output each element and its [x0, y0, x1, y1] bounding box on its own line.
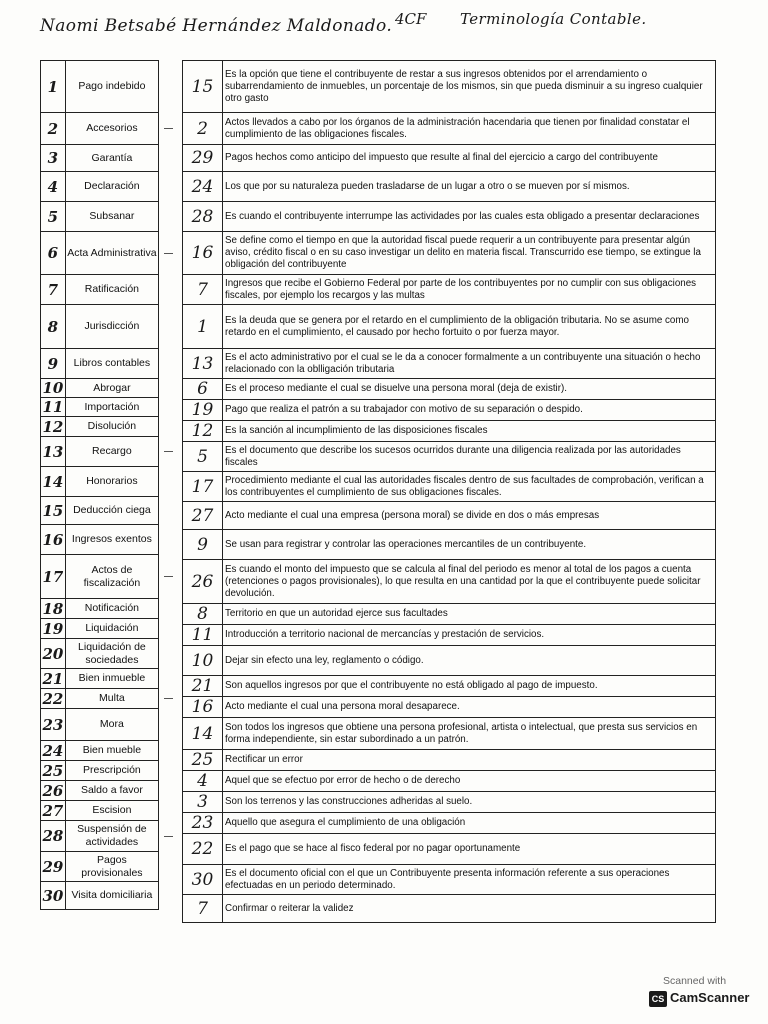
term-label: Honorarios: [65, 467, 158, 497]
term-number: 14: [41, 467, 66, 497]
answer-number: 4: [183, 771, 223, 792]
term-row: [41, 801, 159, 821]
term-label: Liquidación: [65, 619, 158, 639]
definition-row: [183, 202, 716, 232]
term-row: [41, 349, 159, 379]
term-row: [41, 497, 159, 525]
term-number: 15: [41, 497, 66, 525]
answer-number: 7: [183, 275, 223, 305]
definition-text: Territorio en que un autoridad ejerce sus facultades: [223, 604, 716, 625]
definition-text: Es el documento oficial con el que un Contribuyente presenta información referente a sus operaciones efectuadas en un periodo determinado.: [223, 865, 716, 895]
term-number: 26: [42, 781, 64, 800]
definition-row: [183, 560, 716, 604]
definition-row: [183, 472, 716, 502]
definition-row: [183, 750, 716, 771]
definition-text: Dejar sin efecto una ley, reglamento o código.: [223, 646, 716, 676]
definition-row: [183, 305, 716, 349]
term-number: 29: [41, 852, 66, 882]
definition-text: Acto mediante el cual una empresa (persona moral) se divide en dos o más empresas: [223, 502, 716, 530]
term-row: [41, 882, 159, 910]
term-row: [41, 379, 159, 398]
term-label: Ingresos exentos: [65, 525, 158, 555]
definition-text: Es la opción que tiene el contribuyente de restar a sus ingresos obtenidos por el arrendamiento o subarrendamiento de inmuebles, un porcentaje de los mismos, sin que pueda disminuir a su ingreso cualquier otro gasto: [223, 61, 716, 113]
term-number: 8: [41, 305, 66, 349]
definition-row: [183, 275, 716, 305]
definition-text: Es la deuda que se genera por el retardo en el cumplimiento de la obligación tributaria. No se asume como retardo en el cumplimiento, el causado por hecho fortuito o por fuerza mayor.: [223, 305, 716, 349]
terms-table: [40, 60, 159, 910]
term-label: Disolución: [65, 417, 158, 437]
dash-mark: [164, 253, 173, 254]
term-label: Pagos provisionales: [65, 852, 158, 882]
answer-number: 9: [183, 530, 223, 560]
term-row: [41, 437, 159, 467]
definition-row: [183, 834, 716, 865]
term-label: Pago indebido: [65, 61, 158, 113]
term-row: [41, 305, 159, 349]
term-row: [41, 709, 159, 741]
definition-row: [183, 718, 716, 750]
definition-text: Pago que realiza el patrón a su trabajador con motivo de su separación o despido.: [223, 400, 716, 421]
term-row: [41, 619, 159, 639]
definition-row: [183, 604, 716, 625]
answer-number: 21: [183, 676, 223, 697]
term-label: Importación: [65, 398, 158, 417]
definition-text: Es cuando el contribuyente interrumpe las actividades por las cuales esta obligado a presentar declaraciones: [223, 202, 716, 232]
term-label: Libros contables: [65, 349, 158, 379]
term-number: 16: [41, 525, 66, 555]
term-row: [41, 202, 159, 232]
definition-row: [183, 625, 716, 646]
definition-text: Es el documento que describe los sucesos ocurridos durante una diligencia realizada por las autoridades fiscales: [223, 442, 716, 472]
answer-number: 29: [183, 145, 223, 172]
term-number: 7: [41, 275, 66, 305]
term-row: [41, 669, 159, 689]
definition-text: Aquello que asegura el cumplimiento de una obligación: [223, 813, 716, 834]
answer-number: 16: [183, 697, 223, 718]
definition-text: Confirmar o reiterar la validez: [223, 895, 716, 923]
answer-number: 26: [183, 560, 223, 604]
dash-mark: [164, 836, 173, 837]
term-number: 10: [42, 379, 64, 397]
definition-text: Es la sanción al incumplimiento de las disposiciones fiscales: [223, 421, 716, 442]
term-number: 22: [42, 689, 64, 708]
answer-number: 1: [183, 305, 223, 349]
term-label: Bien mueble: [65, 741, 158, 761]
answer-number: 2: [183, 113, 223, 145]
page-header: [0, 8, 768, 42]
answer-number: 22: [183, 834, 223, 865]
answer-number: 15: [183, 61, 223, 113]
term-row: [41, 639, 159, 669]
definition-text: Introducción a territorio nacional de mercancías y prestación de servicios.: [223, 625, 716, 646]
term-number: 24: [42, 741, 64, 760]
term-label: Deducción ciega: [65, 497, 158, 525]
term-row: [41, 781, 159, 801]
answer-number: 3: [183, 792, 223, 813]
term-label: Notificación: [65, 599, 158, 619]
definition-row: [183, 172, 716, 202]
term-label: Ratificación: [65, 275, 158, 305]
term-label: Recargo: [65, 437, 158, 467]
answer-number: 30: [183, 865, 223, 895]
definition-row: [183, 792, 716, 813]
term-number: 28: [41, 821, 66, 852]
definition-row: [183, 145, 716, 172]
term-number: 23: [41, 709, 66, 741]
term-number: 25: [42, 761, 64, 780]
definition-text: Rectificar un error: [223, 750, 716, 771]
answer-number: 11: [183, 625, 223, 646]
term-row: [41, 417, 159, 437]
term-row: [41, 821, 159, 852]
answer-number: 27: [183, 502, 223, 530]
term-row: [41, 761, 159, 781]
term-label: Escision: [65, 801, 158, 821]
answer-number: 24: [183, 172, 223, 202]
term-label: Actos de fiscalización: [65, 555, 158, 599]
term-row: [41, 599, 159, 619]
definition-text: Son aquellos ingresos por que el contribuyente no está obligado al pago de impuesto.: [223, 676, 716, 697]
definition-text: Los que por su naturaleza pueden trasladarse de un lugar a otro o se mueven por sí mismos.: [223, 172, 716, 202]
definition-row: [183, 232, 716, 275]
definition-text: Es el acto administrativo por el cual se le da a conocer formalmente a un contribuyente una situación o hecho relacionado con la oblligación tributaria: [223, 349, 716, 379]
definition-row: [183, 502, 716, 530]
term-row: [41, 525, 159, 555]
dash-mark: [164, 698, 173, 699]
dash-mark: [164, 451, 173, 452]
definition-text: Procedimiento mediante el cual las autoridades fiscales dentro de sus facultades de comprobación, verifican a los contribuyentes el cumplimiento de sus obligaciones fiscales.: [223, 472, 716, 502]
term-row: [41, 555, 159, 599]
definition-text: Aquel que se efectuo por error de hecho o de derecho: [223, 771, 716, 792]
definition-row: [183, 646, 716, 676]
watermark-caption: Scanned with: [663, 975, 727, 987]
term-label: Suspensión de actividades: [65, 821, 158, 852]
definition-text: Pagos hechos como anticipo del impuesto que resulte al final del ejercicio a cargo del contribuyente: [223, 145, 716, 172]
term-number: 12: [42, 417, 64, 436]
answer-number: 5: [183, 442, 223, 472]
definitions-table: [182, 60, 716, 923]
term-number: 3: [41, 145, 66, 172]
answer-number: 25: [183, 750, 223, 771]
answer-number: 23: [183, 813, 223, 834]
term-label: Saldo a favor: [65, 781, 158, 801]
term-number: 1: [41, 61, 66, 113]
term-label: Multa: [65, 689, 158, 709]
term-label: Declaración: [65, 172, 158, 202]
definition-row: [183, 349, 716, 379]
answer-number: 7: [183, 895, 223, 923]
term-label: Accesorios: [65, 113, 158, 145]
term-row: [41, 275, 159, 305]
term-number: 20: [41, 639, 66, 669]
answer-number: 12: [183, 421, 223, 442]
dash-mark: [164, 128, 173, 129]
term-number: 13: [41, 437, 66, 467]
term-row: [41, 741, 159, 761]
definition-row: [183, 442, 716, 472]
term-number: 21: [42, 669, 64, 688]
definition-text: Actos llevados a cabo por los órganos de la administración hacendaria que tienen por finalidad constatar el cumplimiento de las obligaciones fiscales.: [223, 113, 716, 145]
term-number: 5: [41, 202, 66, 232]
definition-row: [183, 421, 716, 442]
subject-title: Terminología Contable.: [460, 10, 647, 28]
group-label: 4CF: [395, 10, 427, 28]
definition-row: [183, 697, 716, 718]
term-number: 2: [41, 113, 66, 145]
term-row: [41, 61, 159, 113]
term-number: 18: [42, 599, 64, 618]
definition-text: Es el proceso mediante el cual se disuelve una persona moral (deja de existir).: [223, 379, 716, 400]
answer-number: 17: [183, 472, 223, 502]
definition-row: [183, 400, 716, 421]
term-label: Mora: [65, 709, 158, 741]
term-number: 27: [42, 801, 64, 820]
watermark-brand: CamScanner: [670, 990, 750, 1005]
answer-number: 14: [183, 718, 223, 750]
answer-number: 10: [183, 646, 223, 676]
term-row: [41, 172, 159, 202]
student-name: Naomi Betsabé Hernández Maldonado.: [40, 16, 393, 36]
term-row: [41, 852, 159, 882]
term-label: Visita domiciliaria: [65, 882, 158, 910]
term-label: Bien inmueble: [65, 669, 158, 689]
definition-row: [183, 676, 716, 697]
term-number: 4: [41, 172, 66, 202]
definition-row: [183, 61, 716, 113]
definition-row: [183, 865, 716, 895]
camscanner-logo-icon: CS: [649, 991, 667, 1007]
term-label: Subsanar: [65, 202, 158, 232]
definition-text: Ingresos que recibe el Gobierno Federal por parte de los contribuyentes por no cumplir con sus obligaciones fiscales, por ejemplo los recargos y las multas: [223, 275, 716, 305]
definition-row: [183, 530, 716, 560]
term-row: [41, 232, 159, 275]
definition-text: Son todos los ingresos que obtiene una persona profesional, artista o intelectual, que presta sus servicios en forma independiente, sin estar subordinado a un patrón.: [223, 718, 716, 750]
definition-text: Se usan para registrar y controlar las operaciones mercantiles de un contribuyente.: [223, 530, 716, 560]
answer-number: 8: [183, 604, 223, 625]
term-label: Acta Administrativa: [65, 232, 158, 275]
answer-number: 16: [183, 232, 223, 275]
term-row: [41, 145, 159, 172]
dash-mark: [164, 576, 173, 577]
definition-row: [183, 771, 716, 792]
term-number: 17: [41, 555, 66, 599]
term-row: [41, 689, 159, 709]
definition-text: Son los terrenos y las construcciones adheridas al suelo.: [223, 792, 716, 813]
term-label: Jurisdicción: [65, 305, 158, 349]
camscanner-watermark: [645, 975, 751, 1011]
answer-number: 19: [183, 400, 223, 421]
definition-text: Se define como el tiempo en que la autoridad fiscal puede requerir a un contribuyente para presentar algún aviso, crédito fiscal o en su caso investigar un delito en materia fiscal. Transcurrido ese tiempo, se extingue la obligación del contribuyente: [223, 232, 716, 275]
definition-row: [183, 813, 716, 834]
answer-number: 6: [183, 379, 223, 400]
definition-text: Es el pago que se hace al fisco federal por no pagar oportunamente: [223, 834, 716, 865]
definition-row: [183, 379, 716, 400]
term-number: 19: [42, 619, 64, 638]
term-row: [41, 467, 159, 497]
term-number: 6: [41, 232, 66, 275]
definition-row: [183, 113, 716, 145]
term-number: 9: [41, 349, 66, 379]
definition-text: Es cuando el monto del impuesto que se calcula al final del periodo es menor al total de los pagos a cuenta (retenciones o pagos provisionales), lo que resulta en una cantidad por la que el contribuyente puede solicitar devolución.: [223, 560, 716, 604]
term-row: [41, 398, 159, 417]
answer-number: 28: [183, 202, 223, 232]
term-number: 11: [42, 398, 64, 416]
definition-text: Acto mediante el cual una persona moral desaparece.: [223, 697, 716, 718]
term-label: Garantía: [65, 145, 158, 172]
term-label: Prescripción: [65, 761, 158, 781]
definition-row: [183, 895, 716, 923]
term-row: [41, 113, 159, 145]
answer-number: 13: [183, 349, 223, 379]
term-label: Abrogar: [65, 379, 158, 398]
term-label: Liquidación de sociedades: [65, 639, 158, 669]
term-number: 30: [41, 882, 66, 910]
